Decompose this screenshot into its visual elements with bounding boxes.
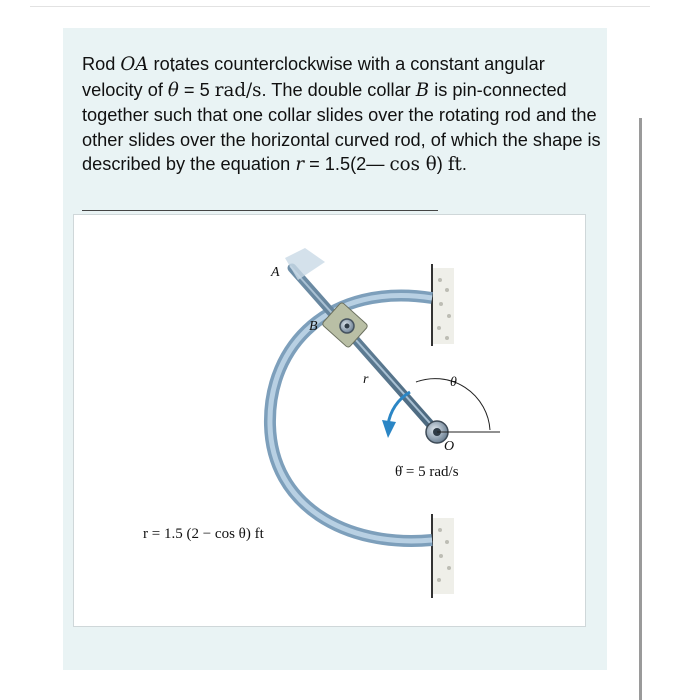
label-theta: θ — [450, 375, 457, 390]
bottom-wall-support — [432, 514, 454, 598]
label-r: r — [363, 372, 369, 387]
text-segment: rotates counterclockwise with a constant angular velocity of — [82, 54, 545, 100]
math-cos-theta: cos θ — [389, 154, 437, 175]
curve-equation-label: r = 1.5 (2 − cos θ) ft — [143, 526, 264, 542]
math-unit: ft — [447, 154, 462, 175]
angular-velocity-label: θ̇ = 5 rad/s — [395, 464, 459, 480]
text-segment: . — [461, 154, 467, 174]
text-segment: is pin-connected together such that one collar slides over the rotating rod and the other slides over the horizontal curved rod, of which the shape is described by the equation — [82, 79, 601, 174]
label-B: B — [309, 319, 318, 334]
math-theta-dot: θ ˙ — [168, 79, 179, 104]
top-wall-support — [432, 264, 454, 346]
label-O: O — [444, 439, 455, 454]
math-unit: rad/s — [214, 79, 262, 101]
math-r: r — [295, 154, 305, 175]
label-A: A — [271, 265, 280, 280]
rotating-rod-OA — [285, 248, 437, 432]
math-collar-name: B — [415, 79, 430, 101]
text-segment: Rod — [82, 54, 121, 74]
text-segment: = 1.5(2— — [304, 154, 390, 174]
text-segment: . The double collar — [261, 79, 416, 100]
text-segment: = 5 — [178, 79, 215, 100]
text-segment: ) — [436, 154, 448, 174]
math-rod-name: OA — [120, 54, 149, 75]
